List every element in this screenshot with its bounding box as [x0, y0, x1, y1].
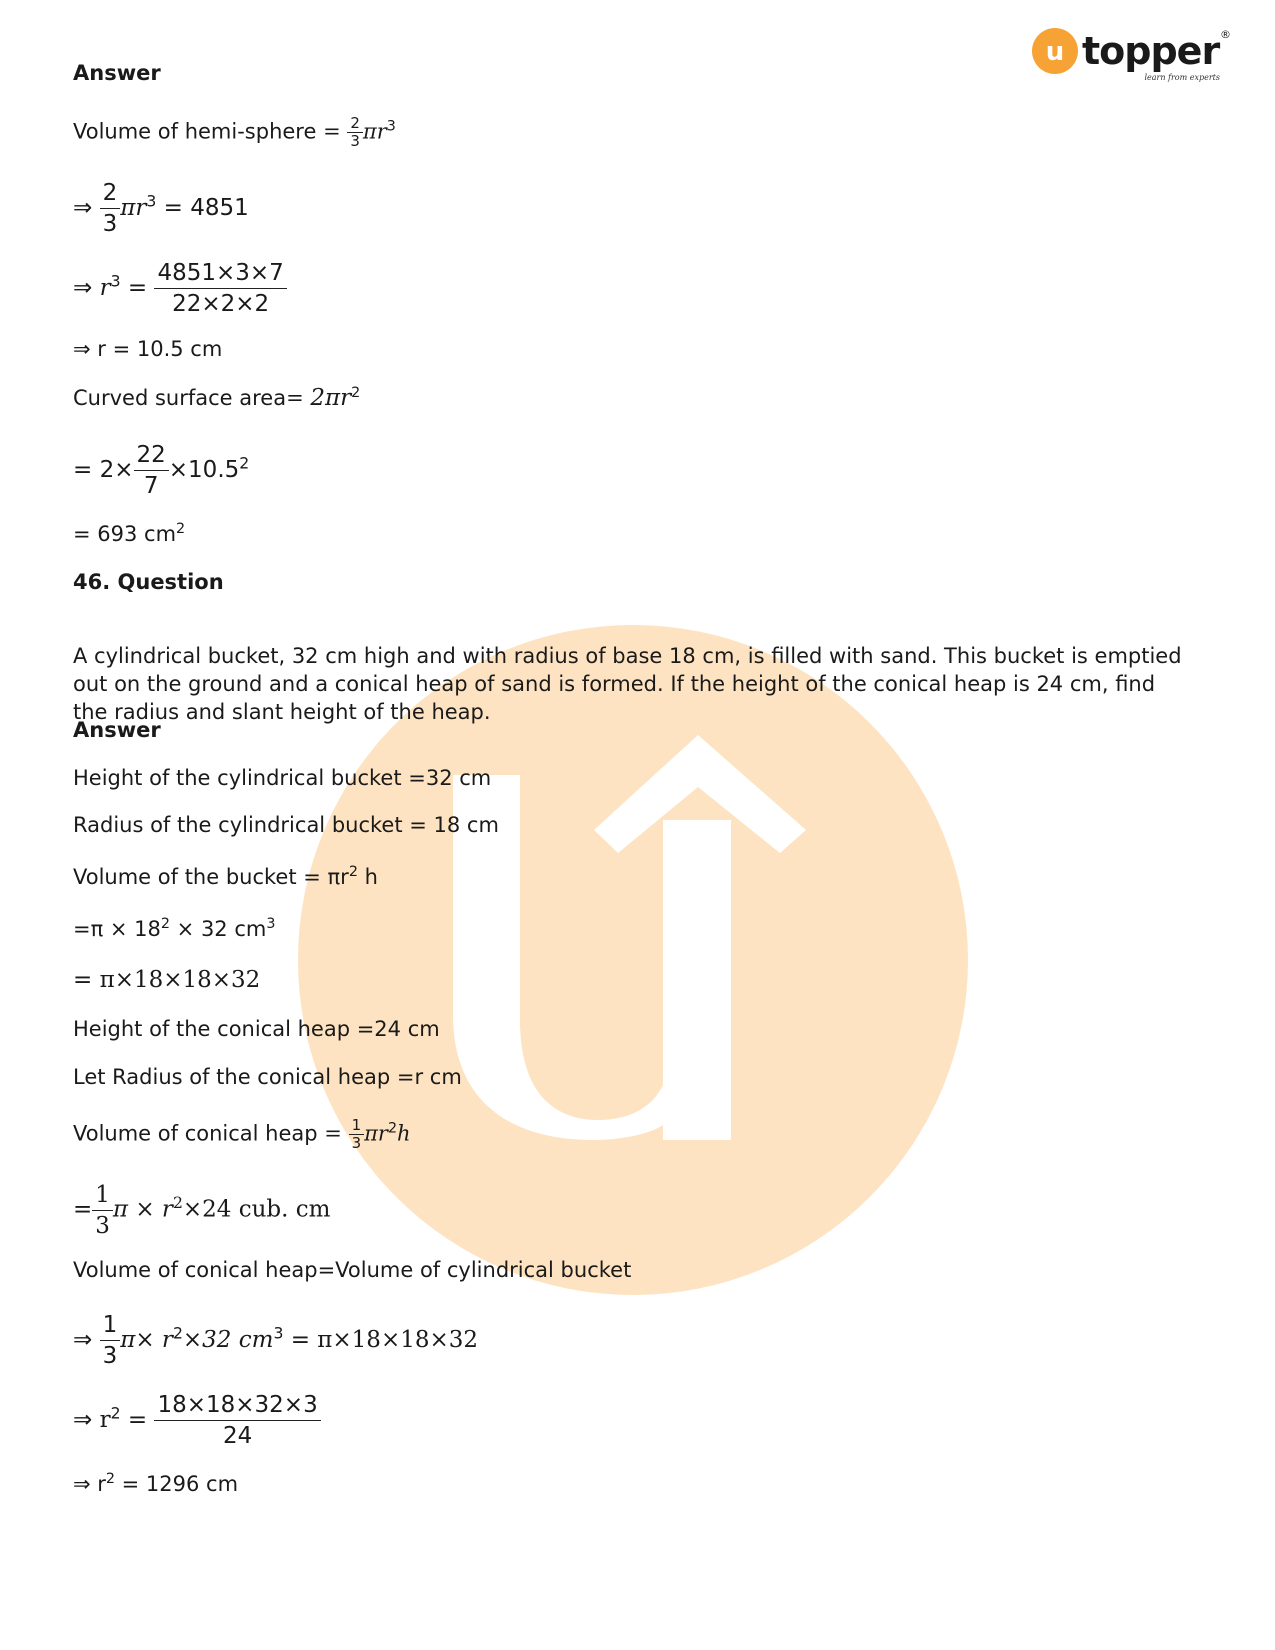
- fraction: [347, 115, 363, 150]
- fraction: [154, 258, 286, 319]
- fraction: [100, 1310, 121, 1371]
- numerator: 1: [92, 1180, 113, 1211]
- numerator: 18×18×32×3: [154, 1390, 320, 1421]
- answer-line: Radius of the cylindrical bucket = 18 cm: [73, 813, 499, 837]
- prefix: Volume of the bucket = πr: [73, 865, 349, 889]
- exponent: 3: [266, 916, 276, 933]
- equation-line: [73, 440, 249, 501]
- exponent: 2: [172, 1192, 183, 1212]
- two-pi-r: 2πr: [310, 385, 352, 411]
- suffix: ×24 cub. cm: [182, 1196, 331, 1223]
- fraction: [134, 440, 169, 501]
- prefix: ⇒ r: [73, 1472, 106, 1496]
- bucket-volume-formula: [73, 863, 378, 891]
- exponent: 2: [110, 1403, 121, 1423]
- pi-times-r: π× r: [120, 1327, 173, 1353]
- question-heading: 46. Question: [73, 570, 224, 594]
- r-symbol: r: [99, 1407, 111, 1433]
- result: = 693 cm: [73, 522, 177, 546]
- exponent: 2: [105, 1471, 115, 1488]
- exponent: 2: [160, 916, 170, 933]
- answer-heading: Answer: [73, 718, 161, 742]
- answer-line: Height of the conical heap =24 cm: [73, 1017, 440, 1041]
- implies-symbol: ⇒: [73, 275, 93, 301]
- denominator: 22×2×2: [172, 291, 270, 317]
- exponent: 2: [176, 521, 186, 538]
- denominator: 24: [222, 1423, 253, 1449]
- answer-line: Let Radius of the conical heap =r cm: [73, 1065, 462, 1089]
- label: Volume of conical heap: [73, 1121, 325, 1146]
- middle: ×32 cm: [182, 1327, 274, 1353]
- denominator: 3: [350, 132, 360, 150]
- equals-sign: =: [324, 1121, 342, 1146]
- pi-times-r: π × r: [112, 1196, 173, 1223]
- equals-sign: =: [323, 119, 341, 144]
- equality-statement: Volume of conical heap=Volume of cylindrical bucket: [73, 1258, 632, 1282]
- csa-result: [73, 520, 185, 548]
- answer-heading: Answer: [73, 61, 161, 85]
- logo-tagline: learn from experts: [1144, 73, 1220, 82]
- exponent: 3: [386, 118, 396, 135]
- suffix: ×10.5: [168, 457, 240, 483]
- equation-line: [73, 1390, 321, 1451]
- equals-sign: =: [286, 386, 304, 410]
- exponent: 2: [172, 1323, 183, 1343]
- exponent: 2: [387, 1120, 398, 1137]
- denominator: 3: [95, 1213, 110, 1239]
- radius-result: ⇒ r = 10.5 cm: [73, 337, 223, 361]
- numerator: 22: [134, 440, 169, 471]
- r-symbol: r: [99, 275, 111, 301]
- label: Curved surface area: [73, 386, 287, 410]
- final-result: [73, 1470, 238, 1498]
- prefix: =π × 18: [73, 917, 161, 941]
- logo-wordmark: topper: [1082, 29, 1220, 73]
- right-hand-side: = π×18×18×32: [290, 1327, 479, 1353]
- numerator: 1: [100, 1310, 121, 1341]
- pi-r: πr: [364, 1121, 388, 1146]
- equals-sign: =: [127, 1407, 148, 1433]
- fraction: [154, 1390, 320, 1451]
- equation-line: [73, 915, 275, 943]
- numerator: 4851×3×7: [154, 258, 286, 289]
- prefix: = 2×: [73, 457, 134, 483]
- exponent: 2: [351, 385, 361, 402]
- equals-sign: =: [73, 1196, 93, 1223]
- csa-formula: [73, 383, 360, 413]
- implies-symbol: ⇒: [73, 1407, 93, 1433]
- equation-line: [73, 258, 287, 319]
- pi-r: πr: [362, 119, 387, 144]
- exponent: 2: [239, 453, 250, 473]
- numerator: 2: [100, 178, 121, 209]
- logo-badge: u: [1045, 37, 1065, 67]
- topper-logo: [1030, 24, 1235, 90]
- implies-symbol: ⇒: [73, 195, 93, 221]
- exponent: 3: [146, 191, 157, 211]
- logo-registered: ®: [1220, 28, 1231, 41]
- fraction: [349, 1117, 365, 1152]
- fraction: [92, 1180, 113, 1241]
- exponent: 2: [348, 864, 358, 881]
- denominator: 3: [102, 1343, 118, 1369]
- denominator: 7: [143, 473, 159, 499]
- denominator: 3: [351, 1134, 362, 1152]
- suffix: = 1296 cm: [114, 1472, 239, 1496]
- cone-volume-formula: [73, 1117, 411, 1152]
- answer-line: Height of the cylindrical bucket =32 cm: [73, 766, 492, 790]
- value: = 4851: [163, 195, 249, 221]
- label: Volume of hemi-sphere: [73, 119, 324, 144]
- pi-product: = π×18×18×32: [73, 967, 261, 993]
- h-symbol: h: [397, 1121, 411, 1146]
- hemisphere-volume-formula: [73, 115, 396, 150]
- implies-symbol: ⇒: [73, 1327, 93, 1353]
- numerator: 1: [349, 1117, 365, 1135]
- suffix: h: [357, 865, 378, 889]
- numerator: 2: [347, 115, 363, 133]
- equation-line: [73, 1310, 478, 1371]
- equation-line: [73, 1180, 330, 1241]
- exponent: 3: [110, 271, 121, 291]
- equation-line: [73, 178, 249, 239]
- fraction: [100, 178, 121, 239]
- exponent: 3: [273, 1323, 284, 1343]
- equals-sign: =: [127, 275, 148, 301]
- question-text: A cylindrical bucket, 32 cm high and with radius of base 18 cm, is filled with sand. This bucket is emptied out on the ground and a conical heap of sand is formed. If the height of the conical heap is 24 cm, find the radius and slant height of the heap.: [73, 644, 1182, 724]
- middle: × 32 cm: [170, 917, 267, 941]
- pi-r: πr: [120, 195, 147, 221]
- denominator: 3: [102, 211, 118, 237]
